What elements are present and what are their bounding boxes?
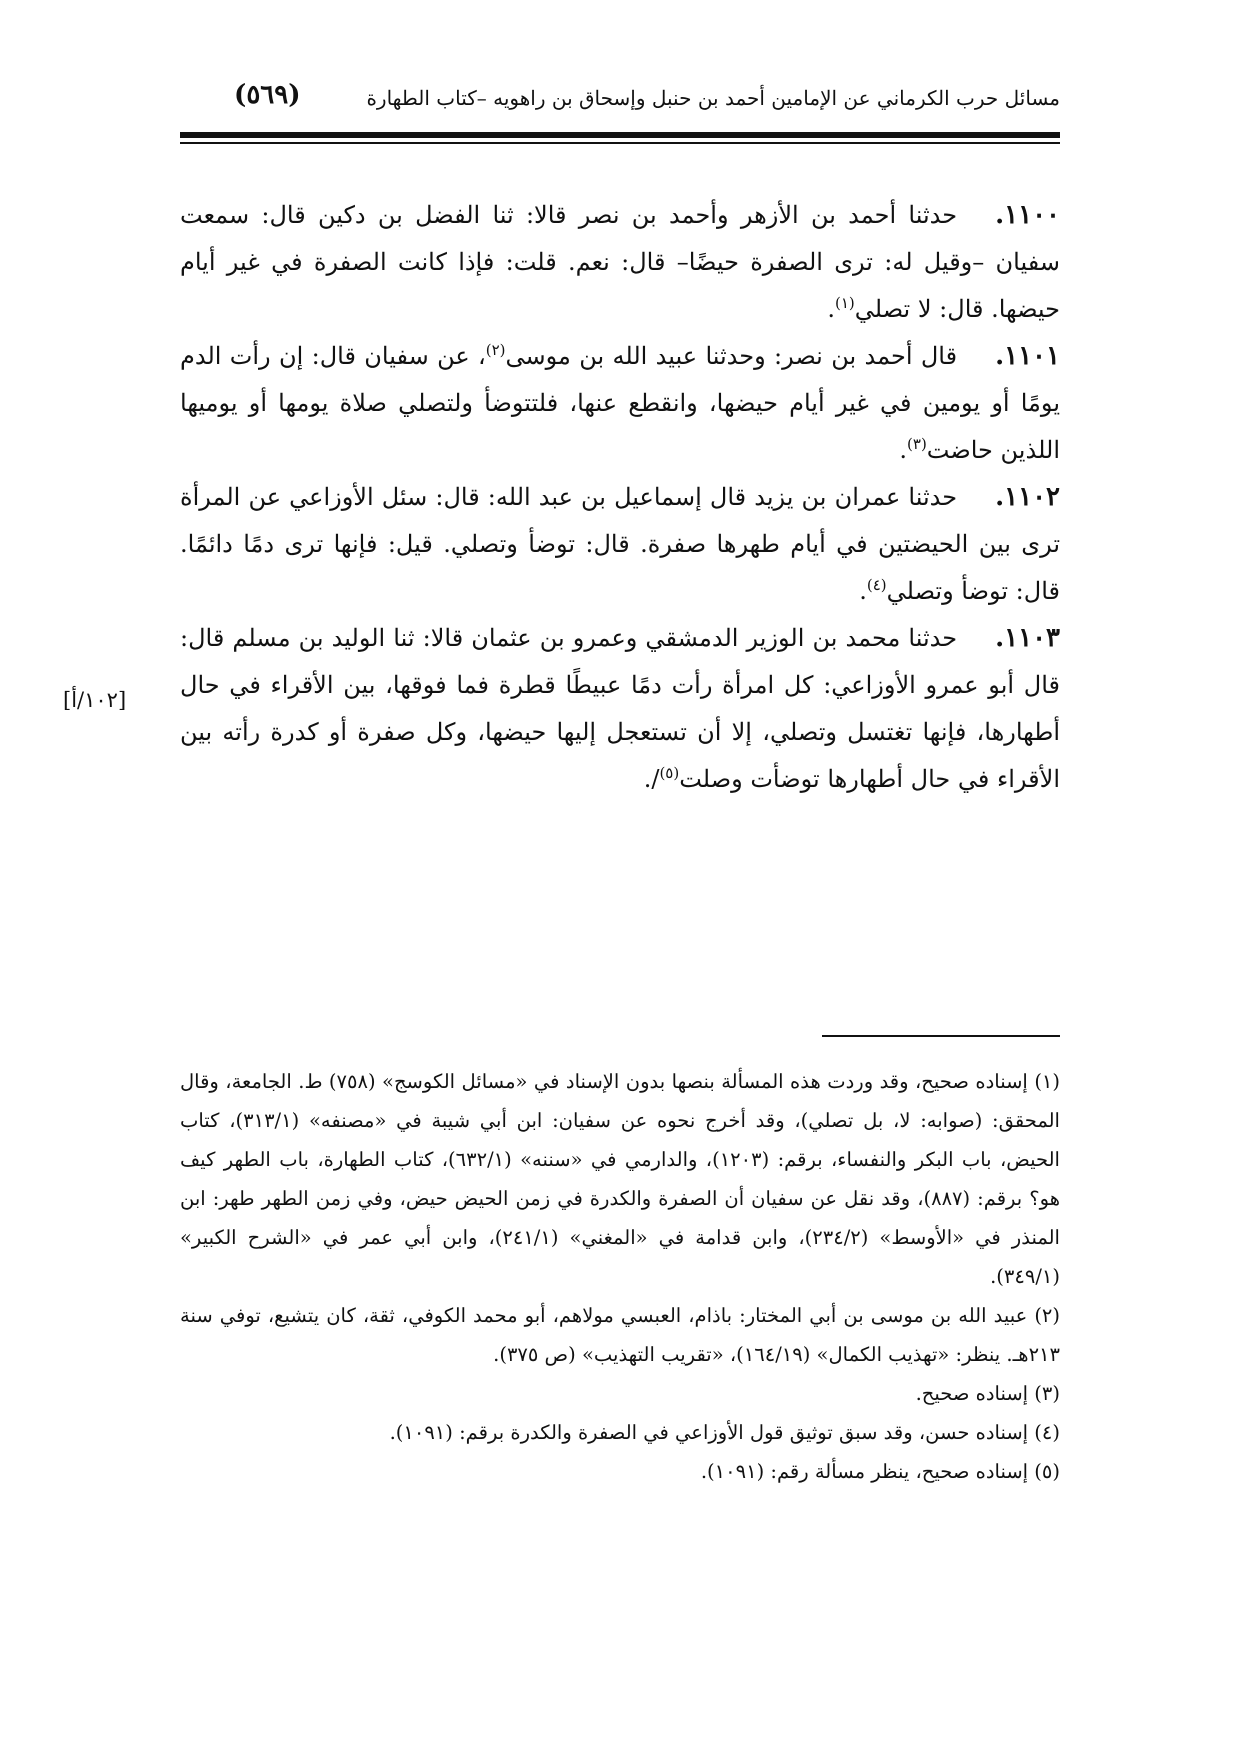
entry-text: حدثنا أحمد بن الأزهر وأحمد بن نصر قالا: ثنا الفضل بن دكين قال: سمعت سفيان –وقيل له: ترى الصفرة حيضًا– قال: نعم. قلت: فإذا كانت الصفرة في غير أيام حيضها. قال: لا تصلي <box>180 201 1060 323</box>
footnote-text: إسناده صحيح، ينظر مسألة رقم: (١٠٩١). <box>700 1460 1029 1483</box>
footnote-ref[interactable]: (٤) <box>866 576 887 594</box>
running-header <box>180 80 1060 126</box>
footnote-5 <box>180 1452 1060 1491</box>
footnote-3 <box>180 1374 1060 1413</box>
footnote-4 <box>180 1413 1060 1452</box>
entry-text: حدثنا محمد بن الوزير الدمشقي وعمرو بن عثمان قالا: ثنا الوليد بن مسلم قال: قال أبو عمرو الأوزاعي: كل امرأة رأت دمًا عبيطًا قطرة فما فوقها، بين الأقراء في حال أطهارها، فإنها تغتسل وتصلي، إلا أن تستعجل إليها حيضها، وكل صفرة أو كدرة رأته بين الأقراء في حال أطهارها توضأت وصلت <box>180 624 1060 793</box>
footnote-label: (٣) <box>1034 1382 1060 1405</box>
footnote-text: إسناده حسن، وقد سبق توثيق قول الأوزاعي في الصفرة والكدرة برقم: (١٠٩١). <box>389 1421 1029 1444</box>
main-text <box>180 192 1060 803</box>
manuscript-folio-marker: [١٠٢/أ] <box>63 688 127 712</box>
footnote-ref[interactable]: (١) <box>835 294 855 312</box>
entry-1101: ١١٠١.قال أحمد بن نصر: وحدثنا عبيد الله بن موسى$^{(٢)}$، عن سفيان قال: إن رأت الدم يومًا أو يومين في غير أيام حيضها، وانقطع عنها، فلتتوضأ ولتصلي صلاة يومها أو يوميها اللذين حاضت$^{(٣)}$. <box>180 341 1060 464</box>
footnote-separator <box>822 1035 1060 1037</box>
footnote-2 <box>180 1296 1060 1374</box>
entry-number: ١١٠١. <box>995 341 1060 371</box>
footnote-text: إسناده صحيح، وقد وردت هذه المسألة بنصها بدون الإسناد في «مسائل الكوسج» (٧٥٨) ط. الجامعة، وقال المحقق: (صوابه: لا، بل تصلي)، وقد أخرج نحوه عن سفيان: ابن أبي شيبة في «مصنفه» (٣١٣/١)، كتاب الحيض، باب البكر والنفساء، برقم: (١٢٠٣)، والدارمي في «سننه» (٦٣٢/١)، كتاب الطهارة، باب الطهر كيف هو؟ برقم: (٨٨٧)، وقد نقل عن سفيان أن الصفرة والكدرة في زمن الحيض حيض، وفي زمن الطهر طهر: ابن المنذر في «الأوسط» (٢٣٤/٢)، وابن قدامة في «المغني» (٢٤١/١)، وابن أبي عمر في «الشرح الكبير» (٣٤٩/١). <box>180 1070 1060 1288</box>
footnote-1 <box>180 1062 1060 1296</box>
entry-number: ١١٠٠. <box>995 200 1060 230</box>
entry-text: حدثنا عمران بن يزيد قال إسماعيل بن عبد الله: قال: سئل الأوزاعي عن المرأة ترى بين الحيضتين في أيام طهرها صفرة. قال: توضأ وتصلي. قيل: فإنها ترى دمًا دائمًا. قال: توضأ وتصلي <box>180 483 1060 605</box>
footnote-ref[interactable]: (٥) <box>659 764 680 782</box>
entry-1102: ١١٠٢.حدثنا عمران بن يزيد قال إسماعيل بن عبد الله: قال: سئل الأوزاعي عن المرأة ترى بين الحيضتين في أيام طهرها صفرة. قال: توضأ وتصلي. قيل: فإنها ترى دمًا دائمًا. قال: توضأ وتصلي$^{(٤)}$. <box>180 482 1060 605</box>
running-title: مسائل حرب الكرماني عن الإمامين أحمد بن حنبل وإسحاق بن راهويه –كتاب الطهارة <box>366 86 1060 110</box>
footnote-ref[interactable]: (٣) <box>907 435 927 453</box>
footnote-label: (٥) <box>1034 1460 1060 1483</box>
footnote-ref[interactable]: (٢) <box>485 341 506 359</box>
page-number: (٥٦٩) <box>234 80 301 110</box>
header-rule-thick <box>180 132 1060 138</box>
header-rule-thin <box>180 142 1060 144</box>
entry-number: ١١٠٣. <box>995 623 1060 653</box>
footnote-label: (١) <box>1034 1070 1061 1093</box>
footnote-label: (٢) <box>1034 1304 1061 1327</box>
footnote-text: عبيد الله بن موسى بن أبي المختار: باذام، العبسي مولاهم، أبو محمد الكوفي، ثقة، كان يتشيع، توفي سنة ٢١٣هـ. ينظر: «تهذيب الكمال» (١٦٤/١٩)، «تقريب التهذيب» (ص ٣٧٥). <box>180 1304 1060 1366</box>
entry-1100: ١١٠٠.حدثنا أحمد بن الأزهر وأحمد بن نصر قالا: ثنا الفضل بن دكين قال: سمعت سفيان –وقيل له: ترى الصفرة حيضًا– قال: نعم. قلت: فإذا كانت الصفرة في غير أيام حيضها. قال: لا تصلي$^{(١)}$. <box>180 200 1060 323</box>
footnote-text: إسناده صحيح. <box>915 1382 1029 1405</box>
entry-text: ، عن سفيان قال: إن رأت الدم يومًا أو يومين في غير أيام حيضها، وانقطع عنها، فلتتوضأ ولتصلي صلاة يومها أو يوميها اللذين حاضت <box>180 342 1060 464</box>
entry-1103: ١١٠٣.حدثنا محمد بن الوزير الدمشقي وعمرو بن عثمان قالا: ثنا الوليد بن مسلم قال: قال أبو عمرو الأوزاعي: كل امرأة رأت دمًا عبيطًا قطرة فما فوقها، بين الأقراء في حال أطهارها، فإنها تغتسل وتصلي، إلا أن تستعجل إليها حيضها، وكل صفرة أو كدرة رأته بين الأقراء في حال أطهارها توضأت وصلت$^{(٥)}$/. <box>180 623 1060 793</box>
footnote-label: (٤) <box>1034 1421 1060 1444</box>
entry-number: ١١٠٢. <box>995 482 1060 512</box>
entry-text: قال أحمد بن نصر: وحدثنا عبيد الله بن موسى <box>505 342 958 370</box>
footnotes <box>180 1062 1060 1491</box>
